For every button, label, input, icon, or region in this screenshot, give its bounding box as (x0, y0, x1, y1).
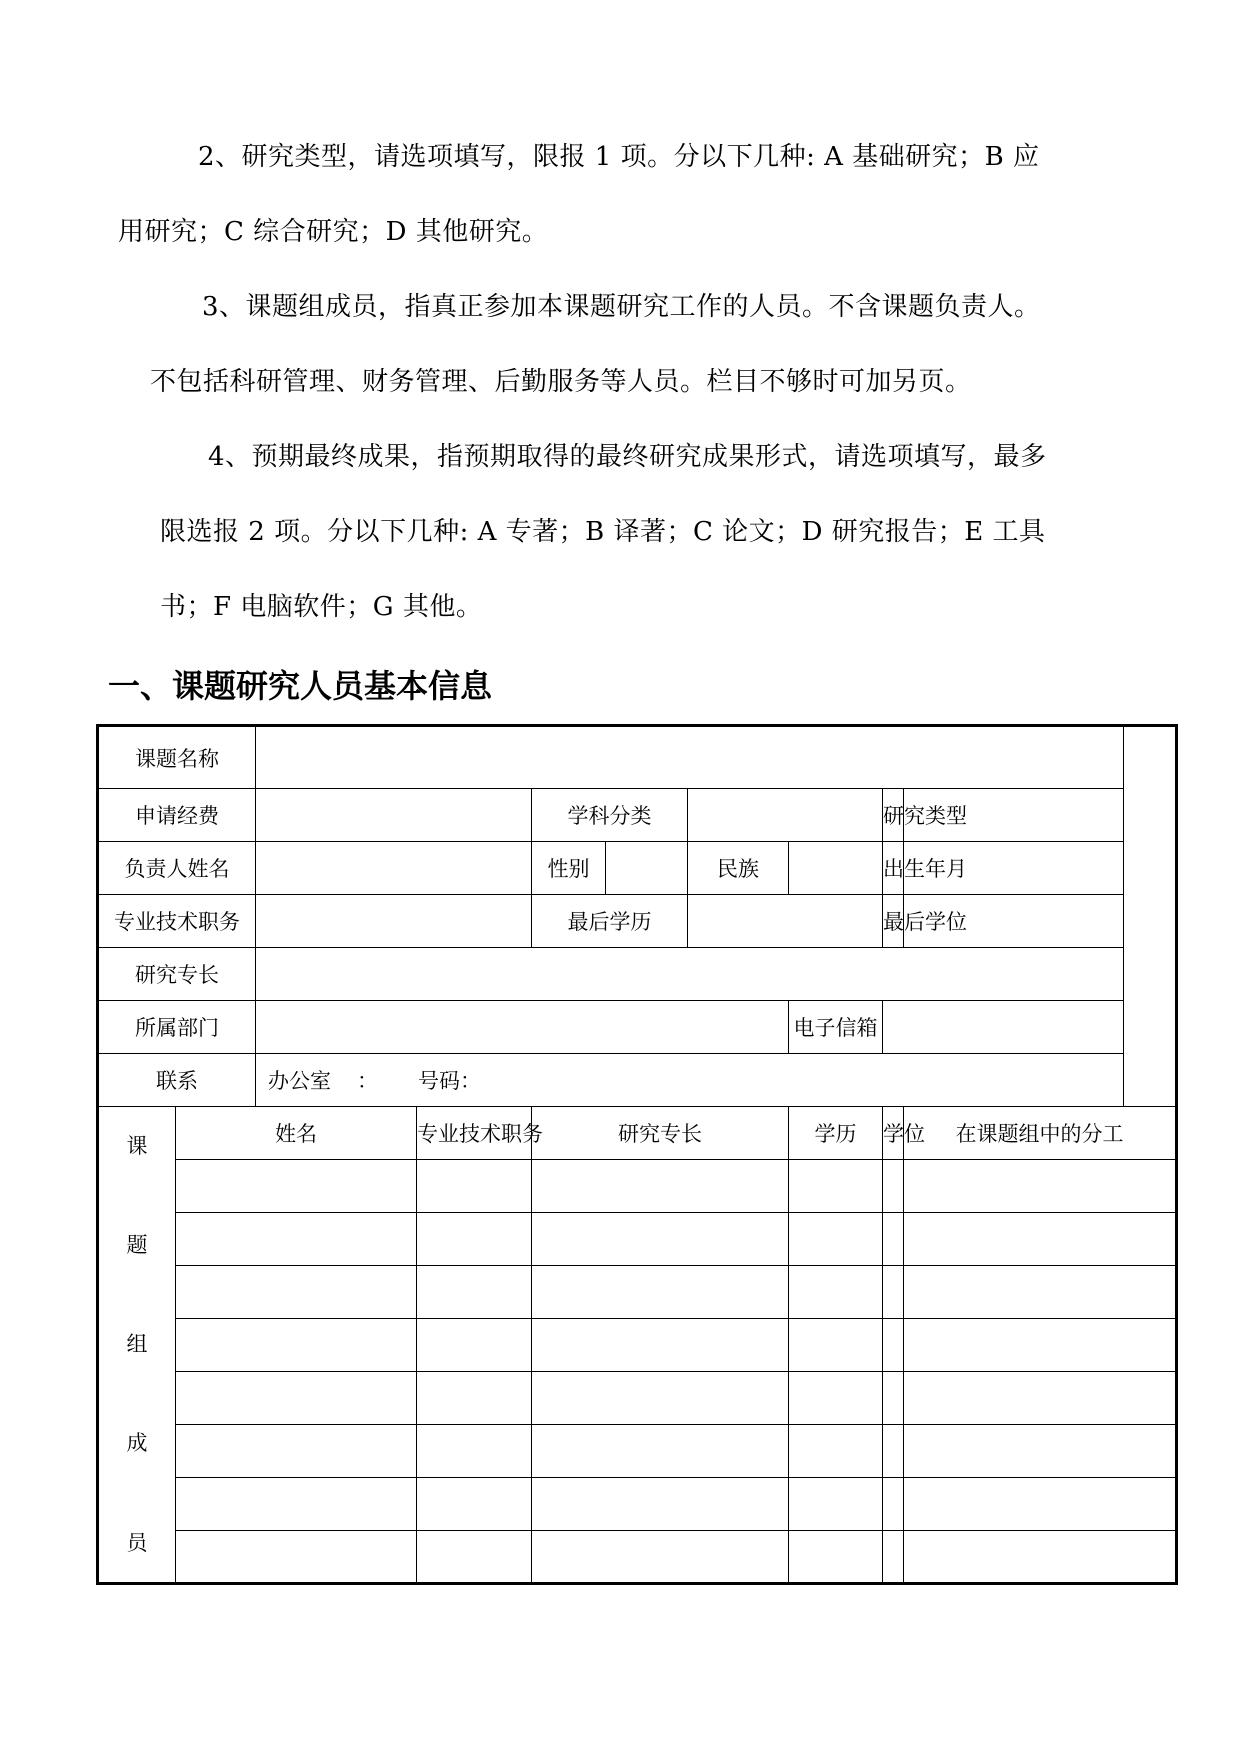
ethnicity-label: 民族 (688, 842, 789, 895)
member-role-cell[interactable] (904, 1372, 1177, 1425)
member-title-cell[interactable] (417, 1160, 532, 1213)
member-degree-cell[interactable] (883, 1319, 904, 1372)
gender-label: 性别 (532, 842, 606, 895)
member-row (98, 1319, 1177, 1372)
member-name-cell[interactable] (176, 1425, 417, 1478)
member-education-cell[interactable] (789, 1213, 883, 1266)
funding-label: 申请经费 (98, 789, 256, 842)
note-item2-line1: 2、研究类型，请选项填写，限报 1 项。分以下几种: A 基础研究；B 应 (198, 142, 1040, 172)
member-row (98, 1531, 1177, 1584)
department-field[interactable] (256, 1001, 789, 1054)
member-row (98, 1266, 1177, 1319)
member-role-cell[interactable] (904, 1531, 1177, 1584)
header-education: 学历 (789, 1107, 883, 1160)
member-specialty-cell[interactable] (532, 1160, 789, 1213)
office-colon: ： (357, 1069, 378, 1093)
specialty-field[interactable] (256, 948, 1124, 1001)
members-header-row (98, 1107, 1177, 1160)
member-education-cell[interactable] (789, 1266, 883, 1319)
side-char-1: 课 (126, 1133, 148, 1158)
education-field[interactable] (688, 895, 883, 948)
member-education-cell[interactable] (789, 1425, 883, 1478)
member-name-cell[interactable] (176, 1266, 417, 1319)
section-title: 一、课题研究人员基本信息 (108, 667, 493, 705)
note-item4-line1: 4、预期最终成果，指预期取得的最终研究成果形式，请选项填写，最多 (208, 442, 1047, 472)
ethnicity-field[interactable] (789, 842, 883, 895)
discipline-field[interactable] (688, 789, 883, 842)
member-specialty-cell[interactable] (532, 1425, 789, 1478)
row-contact (98, 1054, 1177, 1107)
member-role-cell[interactable] (904, 1425, 1177, 1478)
row-title (98, 895, 1177, 948)
row-leader (98, 842, 1177, 895)
leader-name-label: 负责人姓名 (98, 842, 256, 895)
researcher-info-table (96, 724, 1178, 1585)
member-title-cell[interactable] (417, 1266, 532, 1319)
member-degree-cell[interactable] (883, 1266, 904, 1319)
discipline-label: 学科分类 (532, 789, 688, 842)
row-funding (98, 789, 1177, 842)
member-name-cell[interactable] (176, 1531, 417, 1584)
project-name-label: 课题名称 (98, 726, 256, 789)
member-degree-cell[interactable] (883, 1531, 904, 1584)
member-name-cell[interactable] (176, 1213, 417, 1266)
title-label: 专业技术职务 (98, 895, 256, 948)
member-name-cell[interactable] (176, 1478, 417, 1531)
number-label: 号码： (418, 1069, 481, 1093)
gender-field[interactable] (606, 842, 688, 895)
member-row (98, 1213, 1177, 1266)
member-role-cell[interactable] (904, 1266, 1177, 1319)
member-title-cell[interactable] (417, 1425, 532, 1478)
member-education-cell[interactable] (789, 1478, 883, 1531)
side-char-4: 成 (126, 1431, 148, 1456)
member-education-cell[interactable] (789, 1531, 883, 1584)
members-side-label (98, 1107, 176, 1584)
member-degree-cell[interactable] (883, 1425, 904, 1478)
member-title-cell[interactable] (417, 1319, 532, 1372)
header-name: 姓名 (176, 1107, 417, 1160)
member-name-cell[interactable] (176, 1372, 417, 1425)
member-title-cell[interactable] (417, 1531, 532, 1584)
note-item2-line2: 用研究；C 综合研究；D 其他研究。 (118, 217, 549, 247)
education-label: 最后学历 (532, 895, 688, 948)
funding-field[interactable] (256, 789, 532, 842)
member-title-cell[interactable] (417, 1372, 532, 1425)
member-education-cell[interactable] (789, 1372, 883, 1425)
side-char-3: 组 (126, 1332, 148, 1356)
row-specialty (98, 948, 1177, 1001)
leader-name-field[interactable] (256, 842, 532, 895)
header-specialty: 研究专长 (532, 1107, 789, 1160)
member-name-cell[interactable] (176, 1160, 417, 1213)
header-role: 在课题组中的分工 (904, 1107, 1177, 1160)
member-row (98, 1160, 1177, 1213)
note-item3-line1: 3、课题组成员，指真正参加本课题研究工作的人员。不含课题负责人。 (202, 292, 1041, 322)
note-item4-line3: 书；F 电脑软件；G 其他。 (160, 592, 483, 622)
side-char-2: 题 (126, 1232, 148, 1257)
research-type-label: 研究类型 (883, 789, 904, 842)
header-title: 专业技术职务 (417, 1107, 532, 1160)
member-degree-cell[interactable] (883, 1478, 904, 1531)
note-item3-line2: 不包括科研管理、财务管理、后勤服务等人员。栏目不够时可加另页。 (150, 367, 972, 397)
member-degree-cell[interactable] (883, 1213, 904, 1266)
member-row (98, 1372, 1177, 1425)
member-specialty-cell[interactable] (532, 1319, 789, 1372)
degree-label: 最后学位 (883, 895, 904, 948)
row-project-name (98, 726, 1177, 789)
member-education-cell[interactable] (789, 1160, 883, 1213)
contact-label: 联系 (98, 1054, 256, 1107)
member-row (98, 1425, 1177, 1478)
birth-label: 出生年月 (883, 842, 904, 895)
member-specialty-cell[interactable] (532, 1372, 789, 1425)
specialty-label: 研究专长 (98, 948, 256, 1001)
row-department (98, 1001, 1177, 1054)
member-title-cell[interactable] (417, 1478, 532, 1531)
member-role-cell[interactable] (904, 1478, 1177, 1531)
member-role-cell[interactable] (904, 1160, 1177, 1213)
member-specialty-cell[interactable] (532, 1266, 789, 1319)
member-role-cell[interactable] (904, 1319, 1177, 1372)
email-label: 电子信箱 (789, 1001, 883, 1054)
member-row (98, 1478, 1177, 1531)
title-field[interactable] (256, 895, 532, 948)
member-specialty-cell[interactable] (532, 1213, 789, 1266)
member-education-cell[interactable] (789, 1319, 883, 1372)
member-degree-cell[interactable] (883, 1372, 904, 1425)
member-specialty-cell[interactable] (532, 1478, 789, 1531)
department-label: 所属部门 (98, 1001, 256, 1054)
member-name-cell[interactable] (176, 1319, 417, 1372)
note-item4-line2: 限选报 2 项。分以下几种: A 专著；B 译著；C 论文；D 研究报告；E 工具 (160, 517, 1046, 547)
project-name-field[interactable] (256, 726, 1124, 789)
email-field[interactable] (883, 1001, 1124, 1054)
header-degree: 学位 (883, 1107, 904, 1160)
member-title-cell[interactable] (417, 1213, 532, 1266)
member-role-cell[interactable] (904, 1213, 1177, 1266)
member-specialty-cell[interactable] (532, 1531, 789, 1584)
office-label: 办公室 (268, 1069, 331, 1093)
side-char-5: 员 (126, 1530, 148, 1555)
member-degree-cell[interactable] (883, 1160, 904, 1213)
contact-field[interactable] (256, 1054, 1124, 1107)
